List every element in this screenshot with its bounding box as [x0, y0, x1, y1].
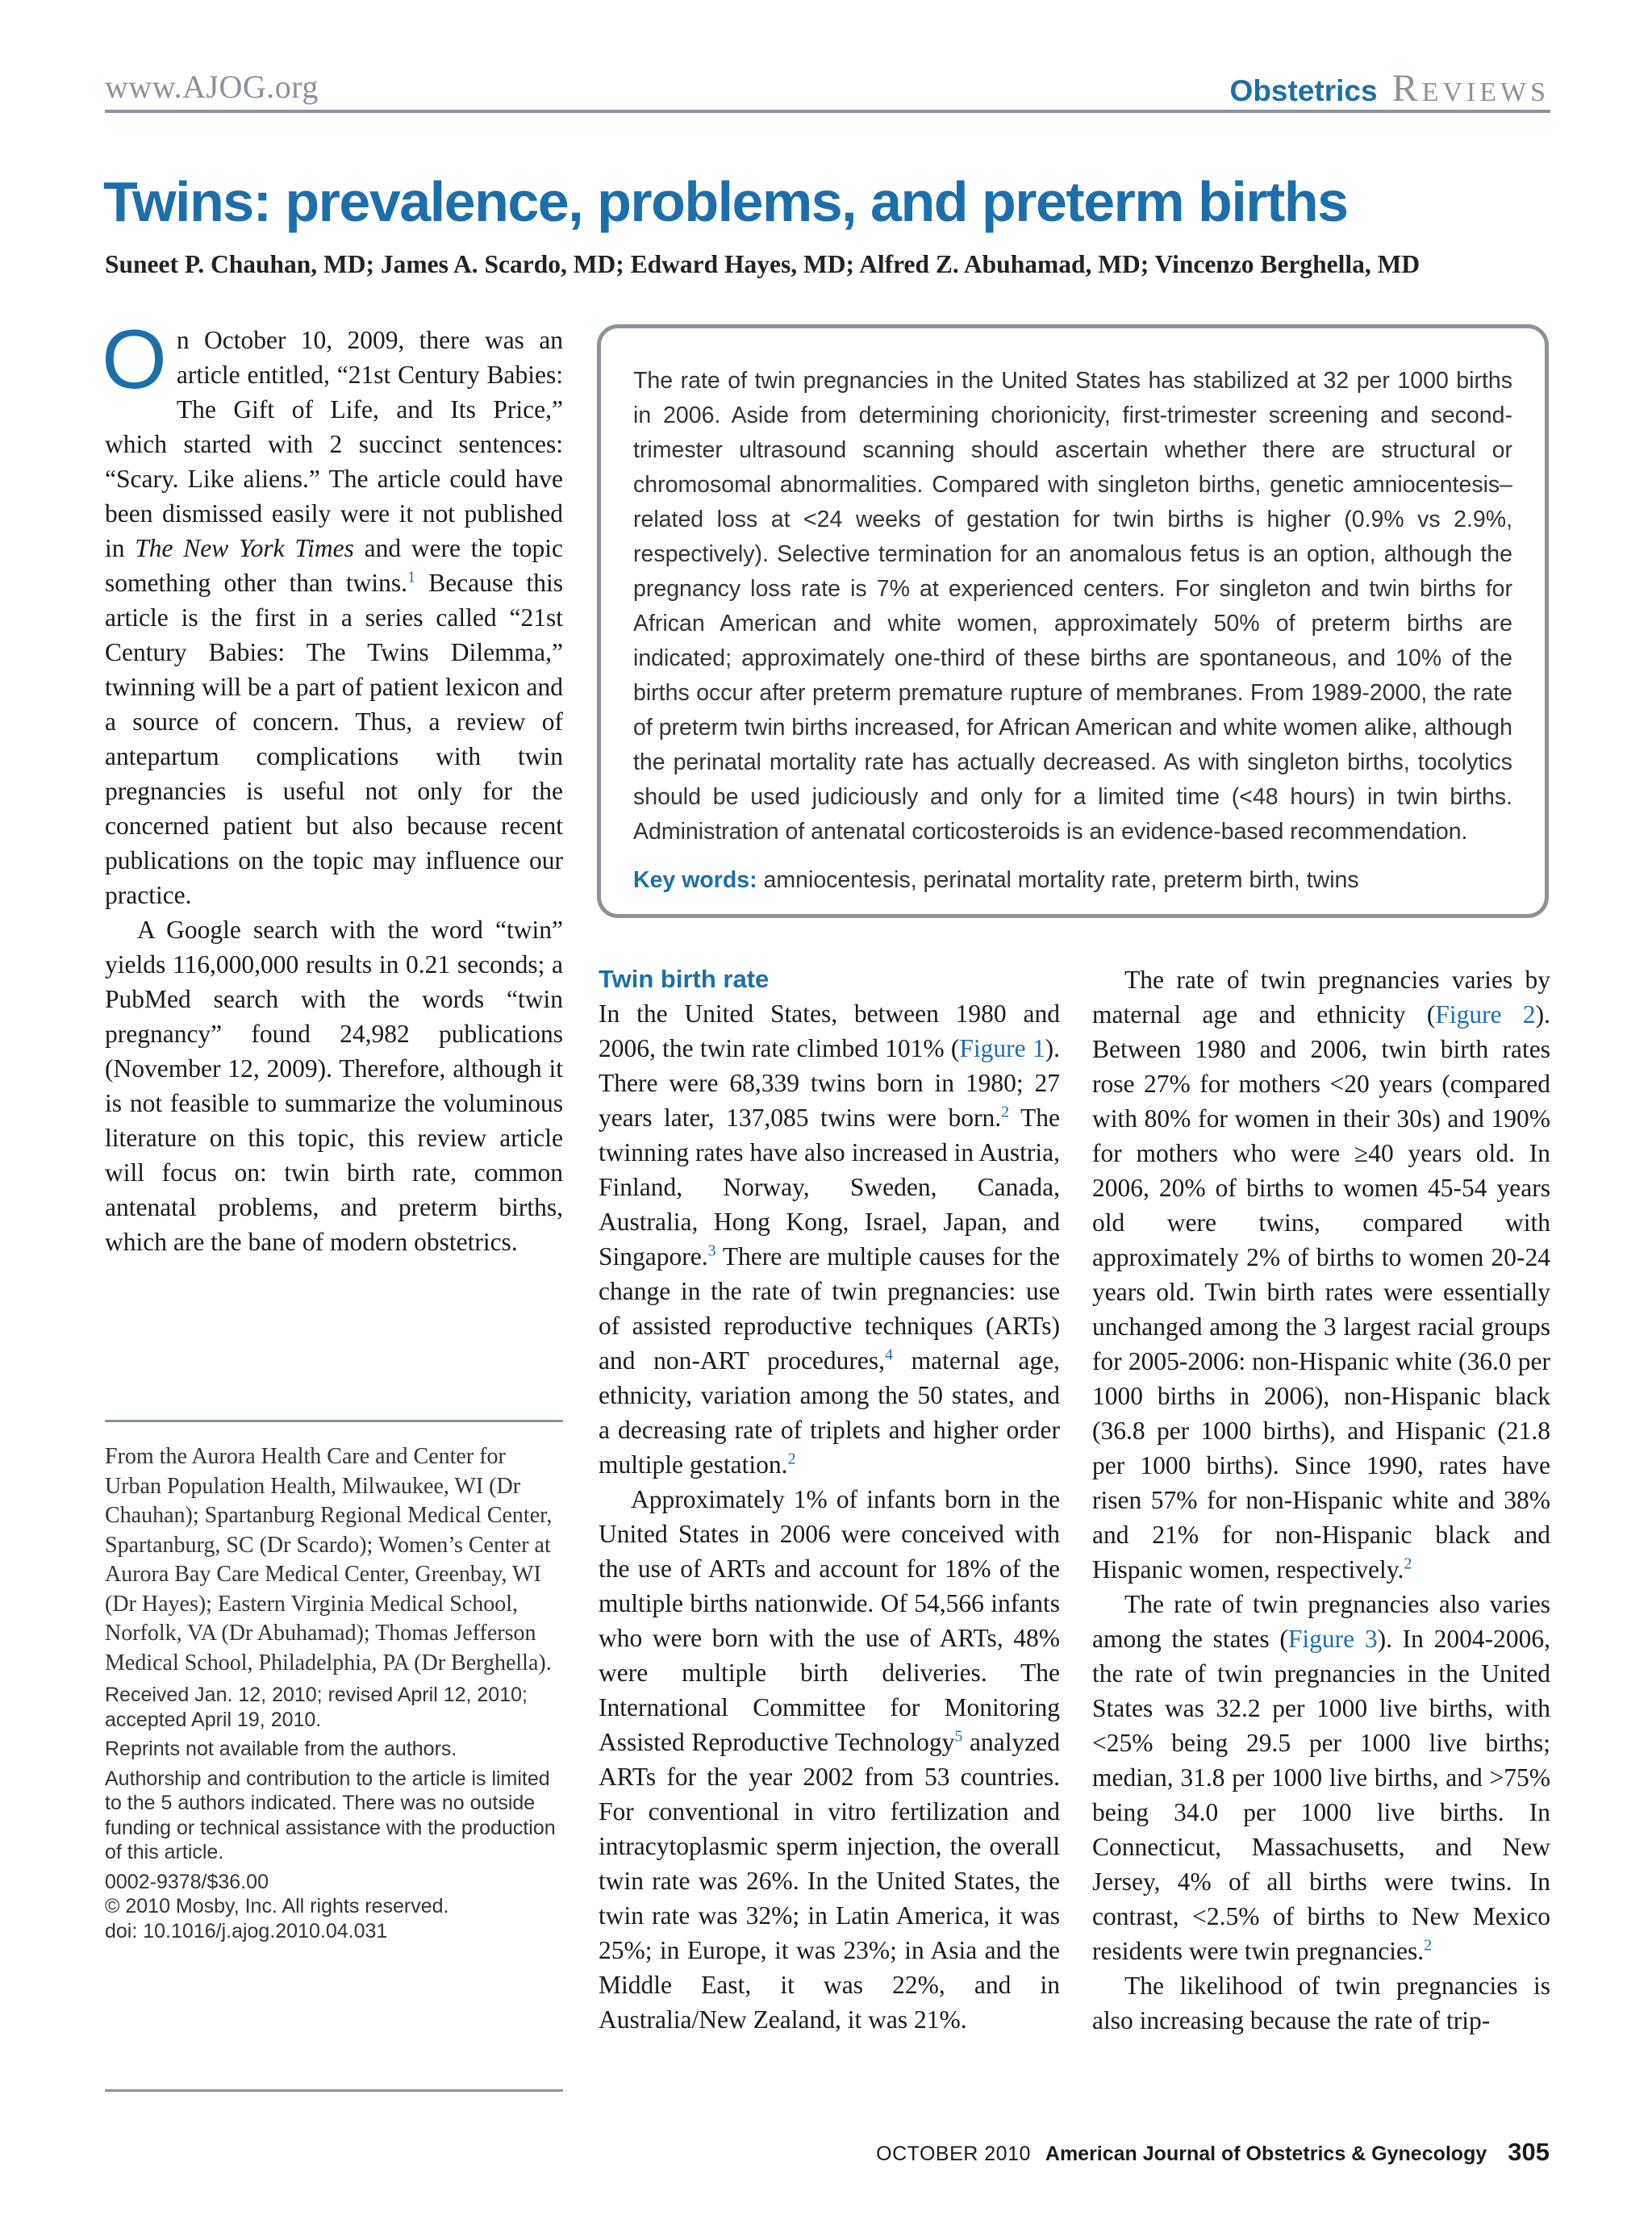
keywords [633, 867, 1512, 894]
page-footer [876, 2138, 1550, 2167]
intro-column [102, 313, 563, 1259]
footnote-rule-bottom [105, 2089, 563, 2092]
drop-cap: O [102, 313, 167, 407]
intro-paragraph-2: A Google search with the word “twin” yields 116,000,000 results in 0.21 seconds; a PubMed search with the words “twin pregnancy” found 24,982 publications (November 12, 2009). Therefore, although it is not feasible to summarize the voluminous literature on this topic, this review article will focus on: twin birth rate, common antenatal problems, and preterm births, which are the bane of modern obstetrics. [105, 916, 563, 1256]
newspaper-name: The New York Times [135, 534, 354, 562]
intro-text: and were the topic something other than twins. [105, 534, 563, 597]
body-text: ). In 2004-2006, the rate of twin pregnancies in the United States was 32.2 per 1000 live births, with <25% being 29.5 per 1000 live births; median, 31.8 per 1000 live births, and >75% being 34.0 per 1000 live births. In Connecticut, Massachusetts, and New Jersey, 4% of all births were twins. In contrast, <2.5% of births to New Mexico residents were twin pregnancies. [1092, 1625, 1550, 1965]
twin-birth-rate-column [599, 962, 1060, 2037]
intro-text: n October 10, 2009, there was an article entitled, “21st Century Babies: The Gift of Life, and Its Price,” which started with 2 succinct sentences: “Scary. Like aliens.” The article could have been dismissed easily were it not published in [105, 326, 563, 562]
received-dates: Received Jan. 12, 2010; revised April 12, 2010; accepted April 19, 2010. [105, 1684, 528, 1731]
reference-2[interactable]: 2 [1404, 1554, 1412, 1573]
article-type: Reviews [1391, 67, 1550, 110]
twin-rate-paragraph-1 [599, 996, 1060, 1482]
copyright: © 2010 Mosby, Inc. All rights reserved. [105, 1895, 449, 1917]
issue-date: OCTOBER 2010 [876, 2143, 1031, 2165]
abstract-text: The rate of twin pregnancies in the United States has stabilized at 32 per 1000 births in 2006. Aside from determining chorionicity, first-trimester screening and second-trimester ultrasound scanning should ascertain whether there are structural or chromosomal abnormalities. Compared with singleton births, genetic amniocentesis–related loss at <24 weeks of gestation for twin births is higher (0.9% vs 2.9%, respectively). Selective termination for an anomalous fetus is an option, although the pregnancy loss rate is 7% at experienced centers. For singleton and twin births for African American and white women, approximately 50% of preterm births are indicated; approximately one-third of these births are spontaneous, and 10% of the births occur after preterm premature rupture of membranes. From 1989-2000, the rate of preterm twin births increased, for African American and white women alike, although the perinatal mortality rate has actually decreased. As with singleton births, tocolytics should be used judiciously and only for a limited time (<48 hours) in twin births. Administration of antenatal corticosteroids is an evidence-based recommendation. [633, 368, 1512, 845]
article-code: 0002-9378/$36.00 [105, 1870, 269, 1893]
abstract-box [597, 324, 1549, 918]
reference-2[interactable]: 2 [787, 1450, 796, 1468]
figure-1-link[interactable]: Figure 1 [959, 1034, 1045, 1062]
reference-5[interactable]: 5 [954, 1727, 963, 1746]
figure-3-link[interactable]: Figure 3 [1287, 1625, 1378, 1653]
keywords-list: amniocentesis, perinatal mortality rate, preterm birth, twins [757, 867, 1359, 893]
journal-url[interactable]: www.AJOG.org [105, 69, 319, 105]
twin-rate-paragraph-2 [599, 1482, 1060, 2037]
article-title: Twins: prevalence, problems, and preterm births [103, 170, 1348, 233]
section-name: Obstetrics [1229, 74, 1378, 107]
col3-paragraph-1 [1092, 962, 1550, 1587]
body-text: analyzed ARTs for the year 2002 from 53 countries. For conventional in vitro fertilization and intracytoplasmic sperm injection, the overall twin rate was 26%. In the United States, the twin rate was 32%; in Latin America, it was 25%; in Europe, it was 23%; in Asia and the Middle East, it was 22%, and in Australia/New Zealand, it was 21%. [599, 1728, 1060, 2034]
page-number: 305 [1508, 2138, 1550, 2166]
intro-paragraph-1 [102, 313, 563, 912]
keywords-label: Key words: [633, 867, 757, 893]
section-label [1230, 66, 1550, 111]
section-heading: Twin birth rate [599, 965, 770, 993]
author-list: Suneet P. Chauhan, MD; James A. Scardo, MD; Edward Hayes, MD; Alfred Z. Abuhamad, MD; Vincenzo Berghella, MD [105, 250, 1420, 278]
body-text: maternal age, ethnicity, variation among the 50 states, and a decreasing rate of triplets and higher order multiple gestation. [599, 1346, 1060, 1479]
column-3 [1092, 962, 1550, 2038]
affiliation-footnote [105, 1442, 563, 1943]
col3-paragraph-2 [1092, 1587, 1550, 1968]
footnote-rule [105, 1420, 563, 1422]
doi[interactable]: doi: 10.1016/j.ajog.2010.04.031 [105, 1919, 388, 1942]
reference-2[interactable]: 2 [1424, 1936, 1433, 1955]
body-text: The rate of twin pregnancies also varies among the states ( [1092, 1590, 1550, 1653]
authorship-note: Authorship and contribution to the article is limited to the 5 authors indicated. There was no outside funding or technical assistance with the production of this article. [105, 1767, 556, 1863]
body-text: The twinning rates have also increased in Austria, Finland, Norway, Sweden, Canada, Australia, Hong Kong, Israel, Japan, and Singapore. [599, 1104, 1060, 1271]
reference-4[interactable]: 4 [885, 1346, 894, 1364]
affiliation-text: From the Aurora Health Care and Center for Urban Population Health, Milwaukee, WI (Dr Chauhan); Spartanburg Regional Medical Center, Spartanburg, SC (Dr Scardo); Women’s Center at Aurora Bay Care Medical Center, Greenbay, WI (Dr Hayes); Eastern Virginia Medical School, Norfolk, VA (Dr Abuhamad); Thomas Jefferson Medical School, Philadelphia, PA (Dr Berghella). [105, 1444, 553, 1675]
header-rule [105, 110, 1550, 113]
reference-3[interactable]: 3 [707, 1241, 716, 1260]
col3-paragraph-3: The likelihood of twin pregnancies is also increasing because the rate of trip- [1092, 1972, 1550, 2034]
reprints-note: Reprints not available from the authors. [105, 1738, 457, 1760]
body-text: There are multiple causes for the change in the rate of twin pregnancies: use of assisted reproductive techniques (ARTs) and non-ART procedures, [599, 1242, 1060, 1375]
reference-2[interactable]: 2 [1001, 1103, 1010, 1121]
body-text: The rate of twin pregnancies varies by maternal age and ethnicity ( [1092, 966, 1550, 1029]
figure-2-link[interactable]: Figure 2 [1435, 1000, 1536, 1029]
body-text: In the United States, between 1980 and 2006, the twin rate climbed 101% ( [599, 999, 1060, 1062]
journal-name: American Journal of Obstetrics & Gynecology [1045, 2143, 1487, 2165]
body-text: ). There were 68,339 twins born in 1980; 27 years later, 137,085 twins were born. [599, 1034, 1060, 1132]
body-text: ). Between 1980 and 2006, twin birth rates rose 27% for mothers <20 years (compared with 80% for women in their 30s) and 190% for mothers who were ≥40 years old. In 2006, 20% of births to women 45-54 years old were twins, compared with approximately 2% of births to women 20-24 years old. Twin birth rates were essentially unchanged among the 3 largest racial groups for 2005-2006: non-Hispanic white (36.0 per 1000 births in 2006), non-Hispanic black (36.8 per 1000 births), and Hispanic (21.8 per 1000 births). Since 1990, rates have risen 57% for non-Hispanic white and 38% and 21% for non-Hispanic black and Hispanic women, respectively. [1092, 1000, 1551, 1584]
intro-text: Because this article is the first in a series called “21st Century Babies: The Twins Dilemma,” twinning will be a part of patient lexicon and a source of concern. Thus, a review of antepartum complications with twin pregnancies is useful not only for the concerned patient but also because recent publications on the topic may influence our practice. [105, 569, 563, 909]
body-text: Approximately 1% of infants born in the United States in 2006 were conceived with the use of ARTs and account for 18% of the multiple births nationwide. Of 54,566 infants who were born with the use of ARTs, 48% were multiple birth deliveries. The International Committee for Monitoring Assisted Reproductive Technology [599, 1485, 1060, 1756]
reference-1[interactable]: 1 [407, 568, 416, 586]
